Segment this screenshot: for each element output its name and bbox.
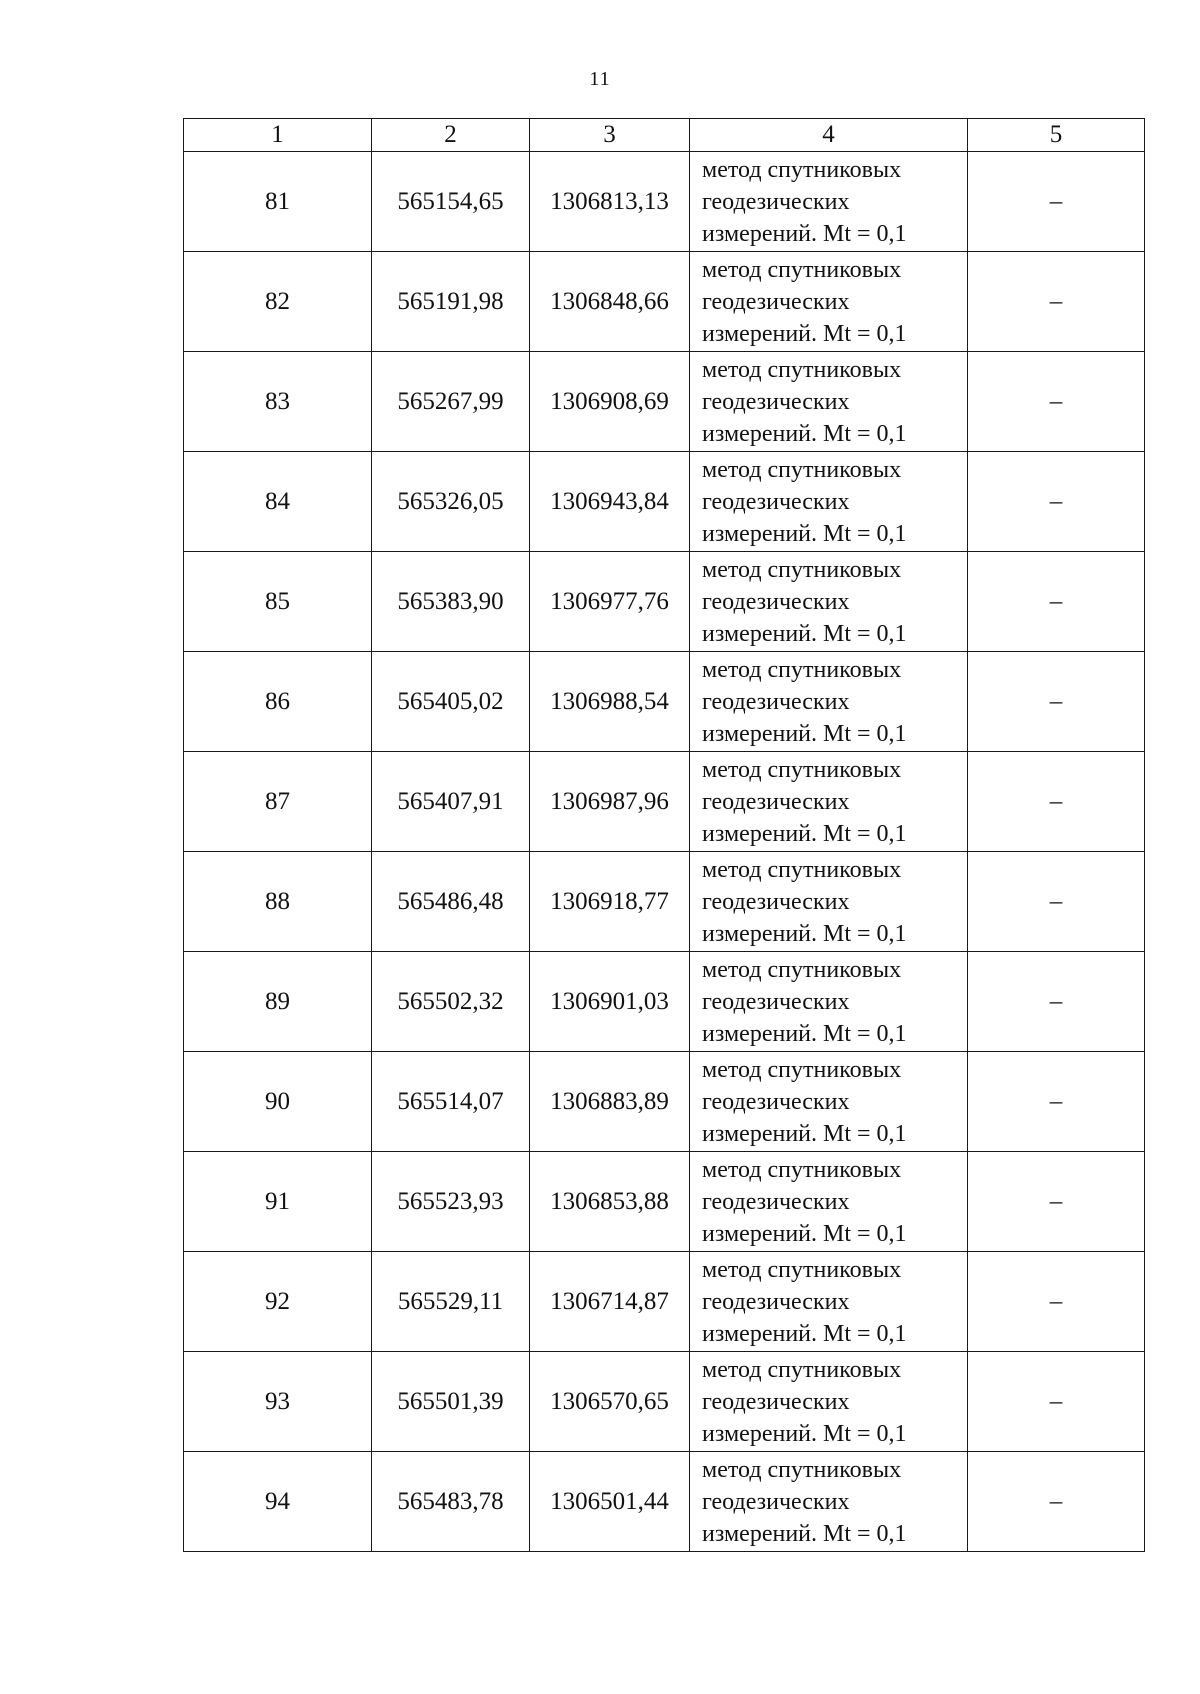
note-cell: – xyxy=(968,652,1145,752)
coordinate-x-cell: 565383,90 xyxy=(372,552,530,652)
coordinate-y-cell: 1306988,54 xyxy=(530,652,690,752)
table-row xyxy=(184,352,1145,452)
table-row xyxy=(184,652,1145,752)
point-number-cell: 90 xyxy=(184,1052,372,1152)
coordinate-x-cell: 565154,65 xyxy=(372,152,530,252)
note-cell: – xyxy=(968,352,1145,452)
coordinate-x-cell: 565267,99 xyxy=(372,352,530,452)
method-cell xyxy=(690,1452,968,1552)
method-line: геодезических xyxy=(702,588,850,615)
coordinate-x-cell: 565523,93 xyxy=(372,1152,530,1252)
header-row xyxy=(184,119,1145,152)
note-cell: – xyxy=(968,1352,1145,1452)
page-number: 11 xyxy=(589,68,611,90)
coordinate-y-cell: 1306813,13 xyxy=(530,152,690,252)
table-body xyxy=(184,152,1145,1552)
method-line: измерений. Mt = 0,1 xyxy=(702,1220,907,1247)
note-cell: – xyxy=(968,952,1145,1052)
coordinate-y-cell: 1306987,96 xyxy=(530,752,690,852)
point-number-cell: 86 xyxy=(184,652,372,752)
method-line: геодезических xyxy=(702,1088,850,1115)
coordinate-y-cell: 1306501,44 xyxy=(530,1452,690,1552)
coordinate-x-cell: 565407,91 xyxy=(372,752,530,852)
method-cell xyxy=(690,552,968,652)
table-row xyxy=(184,752,1145,852)
note-cell: – xyxy=(968,852,1145,952)
table-row xyxy=(184,1252,1145,1352)
method-cell xyxy=(690,152,968,252)
coordinate-y-cell: 1306918,77 xyxy=(530,852,690,952)
method-cell xyxy=(690,352,968,452)
method-line: измерений. Mt = 0,1 xyxy=(702,1120,907,1147)
coordinate-y-cell: 1306848,66 xyxy=(530,252,690,352)
point-number-cell: 91 xyxy=(184,1152,372,1252)
method-line: измерений. Mt = 0,1 xyxy=(702,220,907,247)
table-row xyxy=(184,452,1145,552)
coordinate-x-cell: 565486,48 xyxy=(372,852,530,952)
table-row xyxy=(184,852,1145,952)
method-line: метод спутниковых xyxy=(702,556,902,583)
method-line: метод спутниковых xyxy=(702,1156,902,1183)
coordinate-y-cell: 1306908,69 xyxy=(530,352,690,452)
coordinate-y-cell: 1306883,89 xyxy=(530,1052,690,1152)
method-cell xyxy=(690,1352,968,1452)
method-line: измерений. Mt = 0,1 xyxy=(702,420,907,447)
method-line: метод спутниковых xyxy=(702,656,902,683)
coordinate-x-cell: 565191,98 xyxy=(372,252,530,352)
method-line: геодезических xyxy=(702,688,850,715)
note-cell: – xyxy=(968,1152,1145,1252)
method-cell xyxy=(690,252,968,352)
method-line: метод спутниковых xyxy=(702,1056,902,1083)
point-number-cell: 88 xyxy=(184,852,372,952)
table-row xyxy=(184,152,1145,252)
coordinate-x-cell: 565326,05 xyxy=(372,452,530,552)
coordinate-y-cell: 1306943,84 xyxy=(530,452,690,552)
point-number-cell: 89 xyxy=(184,952,372,1052)
method-line: измерений. Mt = 0,1 xyxy=(702,620,907,647)
table-row xyxy=(184,252,1145,352)
coordinates-table xyxy=(183,118,1145,1552)
method-line: геодезических xyxy=(702,388,850,415)
method-line: метод спутниковых xyxy=(702,1356,902,1383)
method-cell xyxy=(690,752,968,852)
method-line: измерений. Mt = 0,1 xyxy=(702,920,907,947)
method-line: метод спутниковых xyxy=(702,456,902,483)
table-row xyxy=(184,1452,1145,1552)
point-number-cell: 94 xyxy=(184,1452,372,1552)
method-line: геодезических xyxy=(702,888,850,915)
point-number-cell: 87 xyxy=(184,752,372,852)
method-line: метод спутниковых xyxy=(702,1456,902,1483)
coordinate-y-cell: 1306853,88 xyxy=(530,1152,690,1252)
coordinate-y-cell: 1306570,65 xyxy=(530,1352,690,1452)
note-cell: – xyxy=(968,1052,1145,1152)
method-line: метод спутниковых xyxy=(702,356,902,383)
coordinate-x-cell: 565405,02 xyxy=(372,652,530,752)
coordinate-x-cell: 565483,78 xyxy=(372,1452,530,1552)
coordinate-y-cell: 1306977,76 xyxy=(530,552,690,652)
method-line: геодезических xyxy=(702,1288,850,1315)
method-cell xyxy=(690,952,968,1052)
table-row xyxy=(184,1352,1145,1452)
method-line: геодезических xyxy=(702,1388,850,1415)
coordinate-y-cell: 1306901,03 xyxy=(530,952,690,1052)
method-line: геодезических xyxy=(702,188,850,215)
note-cell: – xyxy=(968,252,1145,352)
method-line: метод спутниковых xyxy=(702,956,902,983)
table-row xyxy=(184,1052,1145,1152)
method-line: геодезических xyxy=(702,988,850,1015)
method-line: геодезических xyxy=(702,788,850,815)
method-line: метод спутниковых xyxy=(702,1256,902,1283)
method-line: измерений. Mt = 0,1 xyxy=(702,820,907,847)
point-number-cell: 85 xyxy=(184,552,372,652)
table-row xyxy=(184,552,1145,652)
method-line: геодезических xyxy=(702,1188,850,1215)
method-line: измерений. Mt = 0,1 xyxy=(702,1420,907,1447)
point-number-cell: 92 xyxy=(184,1252,372,1352)
point-number-cell: 82 xyxy=(184,252,372,352)
method-line: измерений. Mt = 0,1 xyxy=(702,720,907,747)
method-line: измерений. Mt = 0,1 xyxy=(702,1520,907,1547)
method-line: измерений. Mt = 0,1 xyxy=(702,520,907,547)
method-cell xyxy=(690,1152,968,1252)
coordinate-y-cell: 1306714,87 xyxy=(530,1252,690,1352)
method-line: геодезических xyxy=(702,488,850,515)
point-number-cell: 84 xyxy=(184,452,372,552)
coordinate-x-cell: 565501,39 xyxy=(372,1352,530,1452)
coordinate-x-cell: 565502,32 xyxy=(372,952,530,1052)
method-cell xyxy=(690,652,968,752)
table-row xyxy=(184,952,1145,1052)
note-cell: – xyxy=(968,1452,1145,1552)
note-cell: – xyxy=(968,1252,1145,1352)
method-line: измерений. Mt = 0,1 xyxy=(702,1020,907,1047)
header-col-2: 2 xyxy=(372,119,530,152)
point-number-cell: 93 xyxy=(184,1352,372,1452)
table-row xyxy=(184,1152,1145,1252)
header-col-4: 4 xyxy=(690,119,968,152)
header-col-5: 5 xyxy=(968,119,1145,152)
point-number-cell: 81 xyxy=(184,152,372,252)
note-cell: – xyxy=(968,752,1145,852)
coordinate-x-cell: 565529,11 xyxy=(372,1252,530,1352)
method-line: метод спутниковых xyxy=(702,856,902,883)
method-line: измерений. Mt = 0,1 xyxy=(702,320,907,347)
method-cell xyxy=(690,452,968,552)
method-line: метод спутниковых xyxy=(702,256,902,283)
note-cell: – xyxy=(968,452,1145,552)
method-line: метод спутниковых xyxy=(702,756,902,783)
coordinate-x-cell: 565514,07 xyxy=(372,1052,530,1152)
header-col-3: 3 xyxy=(530,119,690,152)
point-number-cell: 83 xyxy=(184,352,372,452)
note-cell: – xyxy=(968,152,1145,252)
note-cell: – xyxy=(968,552,1145,652)
method-line: метод спутниковых xyxy=(702,156,902,183)
method-line: геодезических xyxy=(702,1488,850,1515)
method-cell xyxy=(690,852,968,952)
method-cell xyxy=(690,1252,968,1352)
method-cell xyxy=(690,1052,968,1152)
header-col-1: 1 xyxy=(184,119,372,152)
method-line: геодезических xyxy=(702,288,850,315)
method-line: измерений. Mt = 0,1 xyxy=(702,1320,907,1347)
